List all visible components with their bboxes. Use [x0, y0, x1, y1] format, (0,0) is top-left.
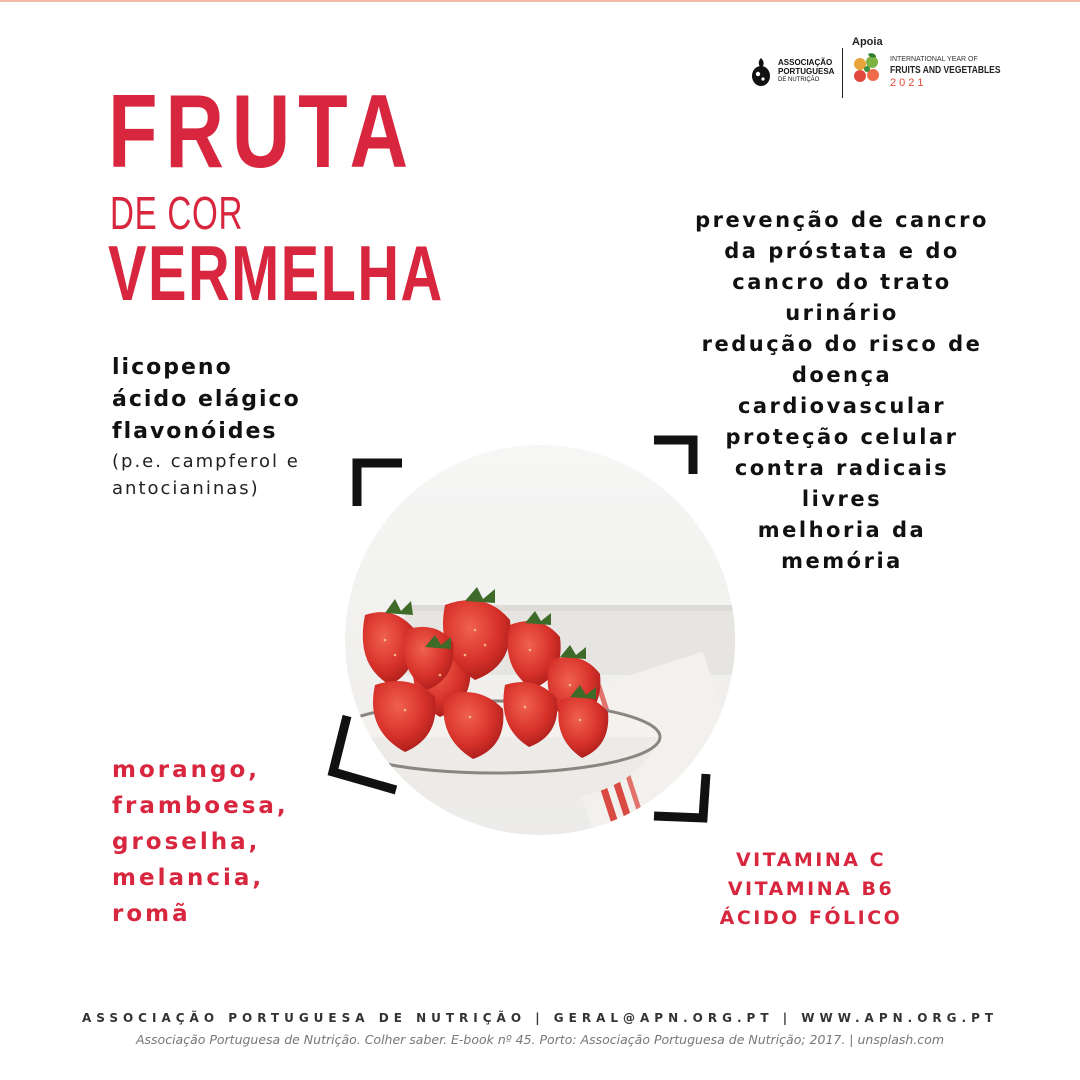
vitamins-list [690, 846, 932, 933]
benefit-line: cancro do trato [732, 270, 952, 294]
apn-wordmark-line: PORTUGUESA [778, 67, 835, 76]
fruit-item: groselha, [112, 829, 261, 855]
strawberry-bowl-photo [345, 445, 735, 835]
compound-item: ácido elágico [112, 387, 301, 412]
iyfv-line2: FRUITS AND VEGETABLES [890, 65, 1001, 76]
benefit-line: redução do risco de [701, 332, 983, 356]
compound-item: licopeno [112, 355, 233, 380]
benefit-line: cardiovascular [737, 394, 947, 418]
apn-wordmark [778, 58, 834, 85]
benefit-line: proteção celular [725, 425, 959, 449]
partner-logos [748, 36, 1001, 100]
fruit-item: morango, [112, 757, 261, 783]
fruit-item: romã [112, 901, 191, 927]
benefit-line: melhoria da [757, 518, 927, 542]
compounds-list [112, 352, 301, 502]
title-line-vermelha: VERMELHA [108, 229, 444, 317]
benefit-line: doença [791, 363, 893, 387]
apn-wordmark-line: ASSOCIAÇÃO [778, 58, 833, 67]
benefit-line: memória [781, 549, 903, 573]
vitamin-item: ÁCIDO FÓLICO [719, 907, 903, 929]
compound-note: (p.e. campferol e [112, 451, 300, 472]
footer-contact: ASSOCIAÇÃO PORTUGUESA DE NUTRIÇÃO | GERAL@APN.ORG.PT | WWW.APN.ORG.PT [81, 1011, 999, 1025]
iyfv-year: 2021 [890, 77, 927, 89]
benefit-line: prevenção de cancro [695, 208, 989, 232]
apn-wordmark-line: DE NUTRIÇÃO [778, 77, 820, 83]
fruits-list [112, 752, 289, 932]
compound-item: flavonóides [112, 419, 278, 444]
footer-citation: Associação Portuguesa de Nutrição. Colher saber. E-book nº 45. Porto: Associação Portuguesa de Nutrição; 2017. | unsplash.com [135, 1032, 945, 1047]
vitamin-item: VITAMINA B6 [727, 878, 895, 900]
vitamin-item: VITAMINA C [735, 849, 887, 871]
support-label: Apoia [852, 36, 883, 48]
benefit-line: da próstata e do [724, 239, 960, 263]
fruit-item: melancia, [112, 865, 265, 891]
iyfv-line1: INTERNATIONAL YEAR OF [890, 56, 978, 63]
compound-note: antocianinas) [112, 478, 260, 499]
iyfv-emblem-icon [850, 52, 884, 86]
apn-spoon-icon [750, 56, 772, 88]
benefit-line: contra radicais [734, 456, 950, 480]
benefit-line: livres [801, 487, 883, 511]
title-line-de-cor: DE COR [110, 187, 244, 239]
benefit-line: urinário [785, 301, 899, 325]
fruit-item: framboesa, [112, 793, 289, 819]
logo-divider [842, 48, 843, 98]
top-rule [0, 0, 1080, 2]
title-line-fruta: FRUTA [108, 74, 416, 190]
apn-logo [748, 54, 838, 94]
